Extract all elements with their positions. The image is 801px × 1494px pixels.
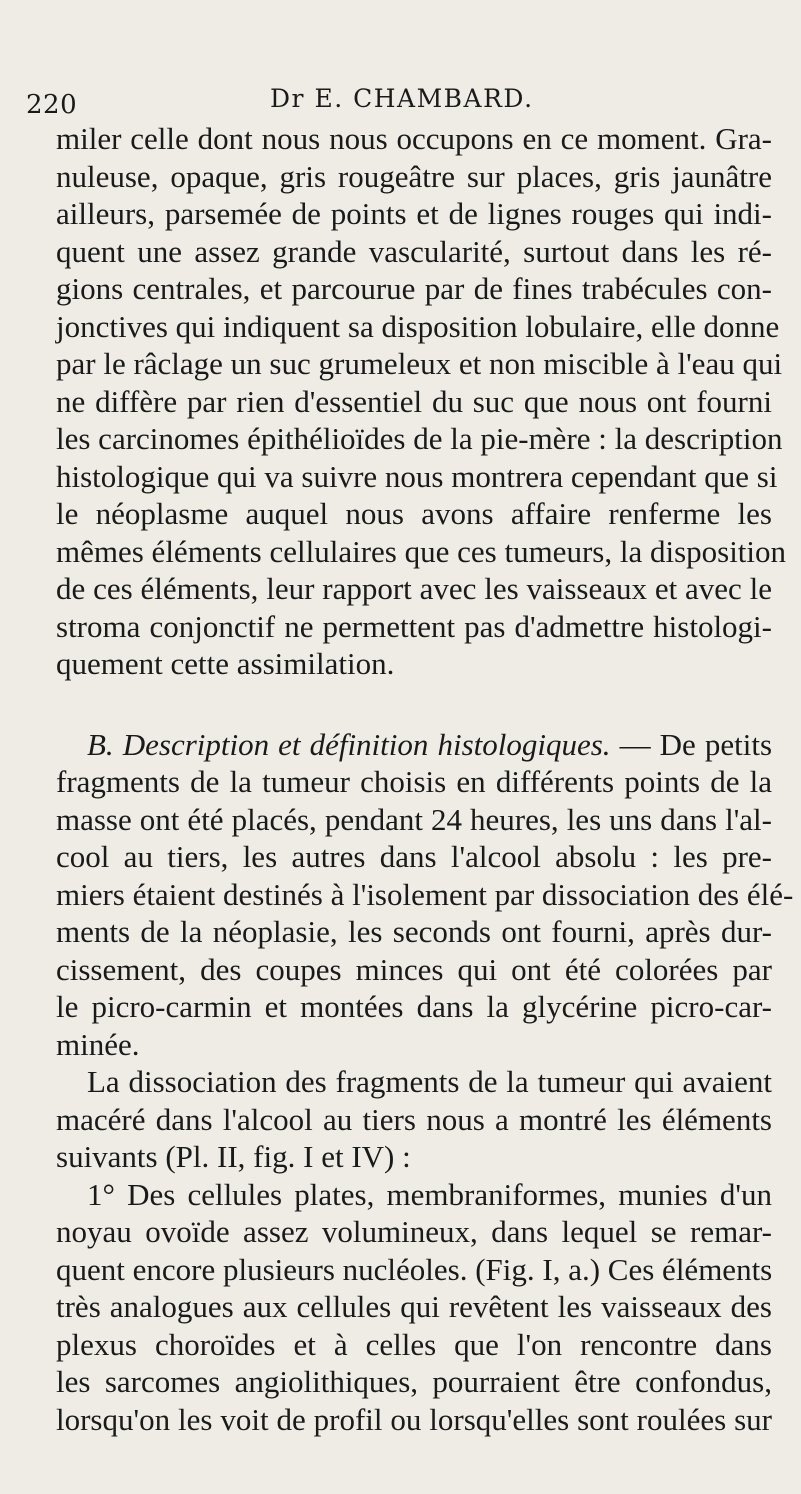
text-line: minée. [56,1026,140,1062]
text-line: 1° Des cellules plates, membraniformes, munies d'un [87,1176,772,1212]
text-line: gions centrales, et parcourue par de fines trabécules con- [56,271,772,306]
text-line: très analogues aux cellules qui revêtent les vaisseaux des [56,1289,772,1324]
running-head: Dr E. CHAMBARD. [270,84,534,113]
text-line: La dissociation des fragments de la tumeur qui avaient [87,1064,772,1099]
text-line: fragments de la tumeur choisis en différents points de la [56,764,772,799]
text-line: ments de la néoplasie, les seconds ont fourni, après dur- [56,914,772,949]
text-line: noyau ovoïde assez volumineux, dans lequel se remar- [56,1214,772,1249]
section-title: B. Description et définition histologiques. [87,726,611,762]
text-line: ne diffère par rien d'essentiel du suc que nous ont fourni [56,383,772,419]
text-line: quent une assez grande vascularité, surtout dans les ré- [56,233,772,269]
text-line: lorsqu'on les voit de profil ou lorsqu'elles sont roulées sur [56,1401,772,1437]
text-line: cool au tiers, les autres dans l'alcool absolu : les pre- [56,839,772,874]
page-header [26,84,761,124]
text-line: quent encore plusieurs nucléoles. (Fig. I, a.) Ces éléments [56,1251,773,1287]
text-line: par le râclage un suc grumeleux et non miscible à l'eau qui [56,346,783,381]
text-line: suivants (Pl. II, fig. I et IV) : [56,1139,411,1174]
text-line: le picro-carmin et montées dans la glycérine picro-car- [56,989,772,1024]
text-line: de ces éléments, leur rapport avec les vaisseaux et avec le [56,571,772,606]
text-line: stroma conjonctif ne permettent pas d'admettre histologi- [56,608,772,644]
text-line: miers étaient destinés à l'isolement par dissociation des élé- [56,876,794,912]
text-line: histologique qui va suivre nous montrera cependant que si [56,458,778,494]
section-heading-line [56,726,772,764]
text-line: les carcinomes épithélioïdes de la pie-mère : la description [56,421,783,456]
text-line: les sarcomes angiolithiques, pourraient être confondus, [56,1364,772,1399]
text-line: ailleurs, parsemée de points et de lignes rouges qui indi- [56,196,772,231]
text-line: quement cette assimilation. [56,646,395,681]
text-line: le néoplasme auquel nous avons affaire renferme les [56,496,772,531]
section-lead-text: — De petits [610,726,773,762]
text-line: nuleuse, opaque, gris rougeâtre sur places, gris jaunâtre [56,158,772,194]
page-number: 220 [26,90,78,120]
paragraph-gap [56,683,772,726]
text-line: cissement, des coupes minces qui ont été colorées par [56,951,772,987]
text-line: plexus choroïdes et à celles que l'on rencontre dans [56,1326,772,1362]
text-line: jonctives qui indiquent sa disposition lobulaire, elle donne [56,308,780,344]
text-line: mêmes éléments cellulaires que ces tumeurs, la disposition [56,533,787,569]
body-text [56,120,794,1438]
text-line: miler celle dont nous nous occupons en ce moment. Gra- [56,121,772,156]
text-line: macéré dans l'alcool au tiers nous a montré les éléments [56,1101,772,1137]
text-line: masse ont été placés, pendant 24 heures, les uns dans l'al- [56,801,772,837]
